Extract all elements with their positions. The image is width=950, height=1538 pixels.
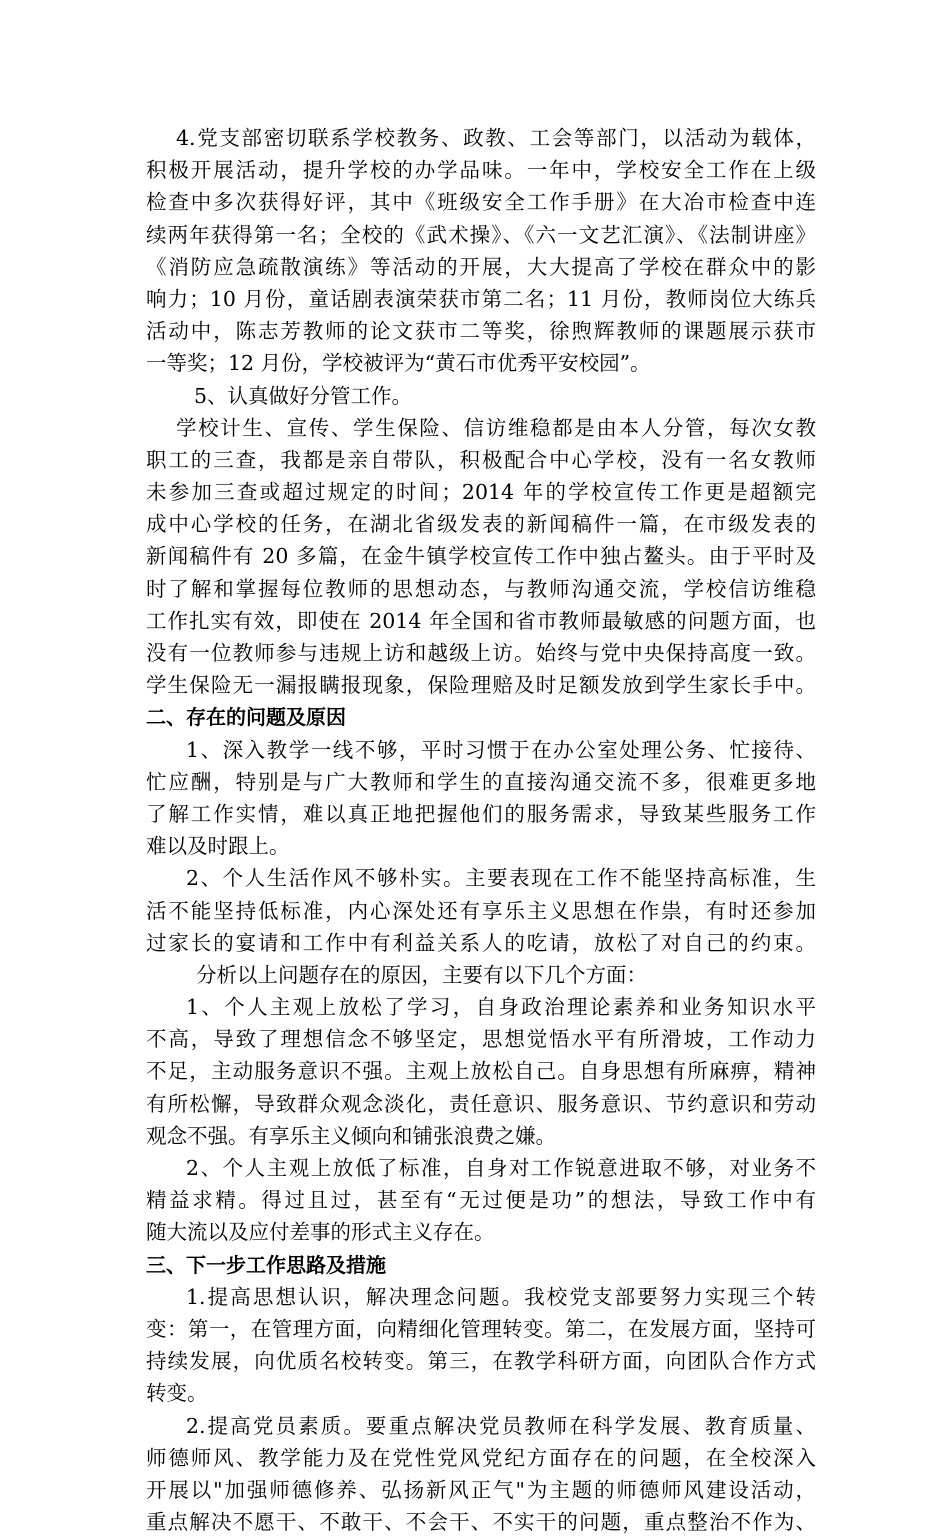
text-line: 时了解和掌握每位教师的思想动态，与教师沟通交流，学校信访维稳	[146, 576, 816, 601]
text-line: 续两年获得第一名；全校的《武术操》、《六一文艺汇演》、《法制讲座》	[146, 222, 816, 247]
text-line: 积极开展活动，提升学校的办学品味。一年中，学校安全工作在上级	[146, 158, 816, 183]
text-line: 随大流以及应付差事的形式主义存在。	[146, 1220, 495, 1245]
text-line: 2、个人主观上放低了标准，自身对工作锐意进取不够，对业务不	[186, 1156, 816, 1180]
text-line: 没有一位教师参与违规上访和越级上访。始终与党中央保持高度一致。	[146, 641, 816, 665]
text-line: 不高，导致了理想信念不够坚定，思想觉悟水平有所滑坡，工作动力	[146, 1027, 816, 1052]
section-heading: 二、存在的问题及原因	[146, 705, 346, 730]
text-line: 一等奖；12 月份，学校被评为“黄石市优秀平安校园”。	[146, 351, 651, 376]
document-body	[146, 122, 816, 1538]
text-line: 1、个人主观上放松了学习，自身政治理论素养和业务知识水平	[186, 995, 816, 1020]
text-line: 1.提高思想认识，解决理念问题。我校党支部要努力实现三个转	[186, 1284, 816, 1309]
text-line: 新闻稿件有 20 多篇，在金牛镇学校宣传工作中独占鳌头。由于平时及	[146, 544, 816, 569]
text-line: 活动中，陈志芳教师的论文获市二等奖，徐煦辉教师的课题展示获市	[146, 319, 816, 344]
text-line: 分析以上问题存在的原因，主要有以下几个方面：	[196, 962, 647, 987]
text-line: 重点解决不愿干、不敢干、不会干、不实干的问题，重点整治不作为、	[146, 1510, 816, 1535]
text-line: 2、个人生活作风不够朴实。主要表现在工作不能坚持高标准，生	[186, 866, 816, 891]
text-line: 4.党支部密切联系学校教务、政教、工会等部门，以活动为载体，	[176, 126, 816, 150]
text-line: 学校计生、宣传、学生保险、信访维稳都是由本人分管，每次女教	[176, 415, 816, 440]
text-line: 2.提高党员素质。要重点解决党员教师在科学发展、教育质量、	[186, 1413, 816, 1438]
text-line: 工作扎实有效，即使在 2014 年全国和省市教师最敏感的问题方面，也	[146, 608, 816, 633]
text-line: 有所松懈，导致群众观念淡化，责任意识、服务意识、节约意识和劳动	[146, 1091, 816, 1116]
section-heading: 三、下一步工作思路及措施	[146, 1252, 386, 1277]
text-line: 活不能坚持低标准，内心深处还有享乐主义思想在作祟，有时还参加	[146, 898, 816, 923]
text-line: 过家长的宴请和工作中有利益关系人的吃请，放松了对自己的约束。	[146, 930, 816, 955]
text-line: 学生保险无一漏报瞒报现象，保险理赔及时足额发放到学生家长手中。	[146, 673, 816, 698]
text-line: 师德师风、教学能力及在党性党风党纪方面存在的问题，在全校深入	[146, 1445, 816, 1470]
text-line: 变：第一，在管理方面，向精细化管理转变。第二，在发展方面，坚持可	[146, 1316, 816, 1341]
text-line: 忙应酬，特别是与广大教师和学生的直接沟通交流不多，很难更多地	[146, 769, 816, 794]
text-line: 检查中多次获得好评，其中《班级安全工作手册》在大冶市检查中连	[146, 190, 816, 215]
text-line: 持续发展，向优质名校转变。第三，在教学科研方面，向团队合作方式	[146, 1349, 816, 1374]
text-line: 5、认真做好分管工作。	[194, 383, 413, 408]
text-line: 转变。	[146, 1381, 208, 1406]
text-line: 开展以"加强师德修养、弘扬新风正气"为主题的师德师风建设活动，	[146, 1477, 816, 1502]
text-line: 精益求精。得过且过，甚至有“无过便是功”的想法，导致工作中有	[146, 1188, 816, 1213]
text-line: 观念不强。有享乐主义倾向和铺张浪费之嫌。	[146, 1123, 556, 1148]
text-line: 了解工作实情，难以真正地把握他们的服务需求，导致某些服务工作	[146, 801, 816, 826]
text-line: 成中心学校的任务，在湖北省级发表的新闻稿件一篇，在市级发表的	[146, 512, 816, 537]
text-line: 《消防应急疏散演练》等活动的开展，大大提高了学校在群众中的影	[146, 254, 816, 279]
text-line: 响力；10 月份，童话剧表演荣获市第二名；11 月份，教师岗位大练兵	[146, 286, 816, 311]
text-line: 职工的三查，我都是亲自带队，积极配合中心学校，没有一名女教师	[146, 447, 816, 472]
text-line: 未参加三查或超过规定的时间；2014 年的学校宣传工作更是超额完	[146, 480, 816, 505]
text-line: 1、深入教学一线不够，平时习惯于在办公室处理公务、忙接待、	[186, 737, 816, 762]
text-line: 难以及时跟上。	[146, 834, 290, 859]
text-line: 不足，主动服务意识不强。主观上放松自己。自身思想有所麻痹，精神	[146, 1059, 816, 1084]
